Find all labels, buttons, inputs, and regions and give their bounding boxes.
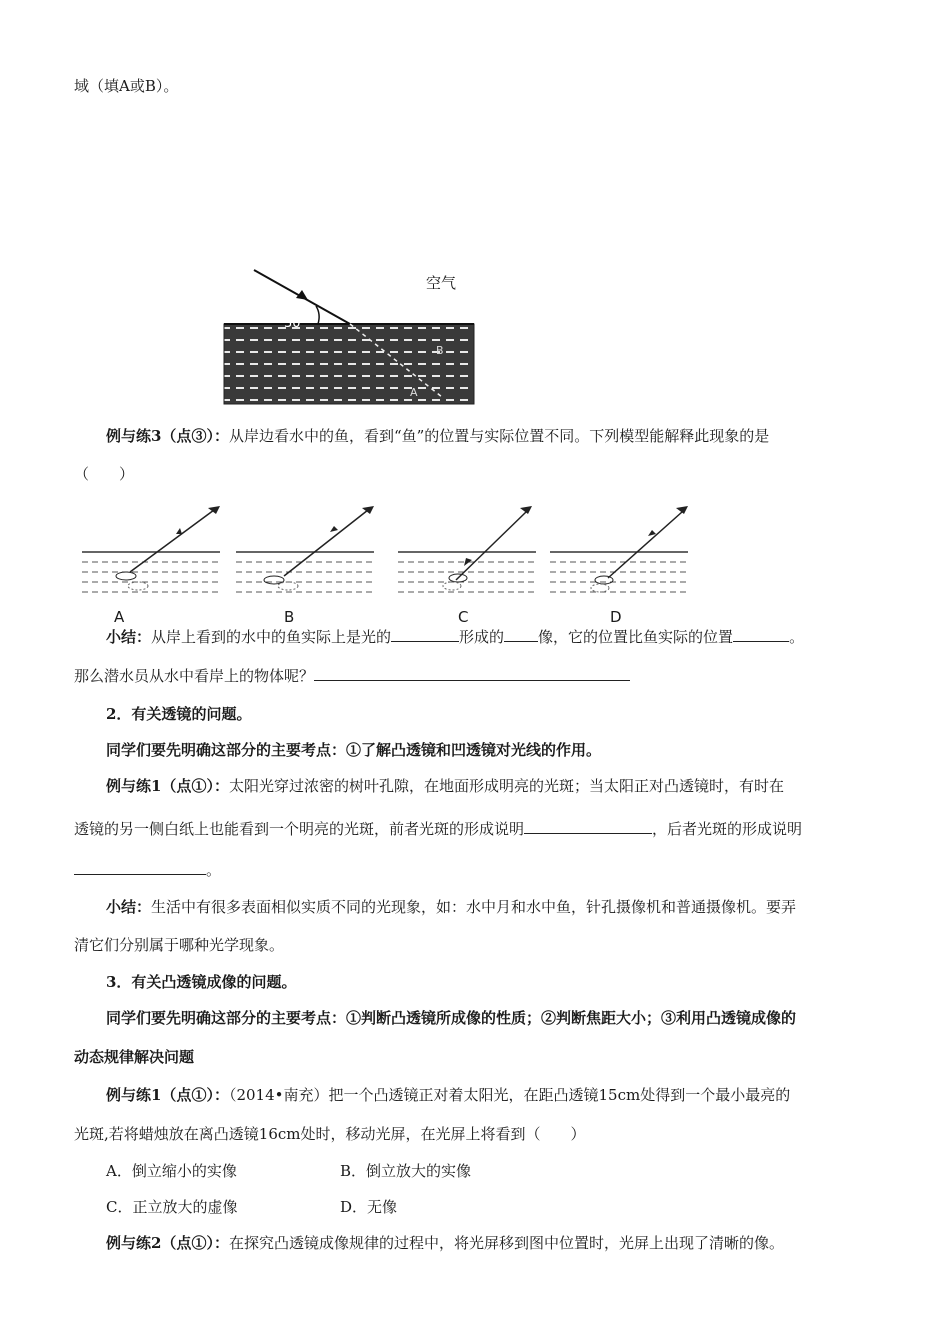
- air-label: 空气: [426, 274, 457, 292]
- example-3: [106, 426, 769, 446]
- label-a: A: [410, 386, 418, 399]
- example-head: 例与练2（点①）：: [106, 1234, 229, 1252]
- refraction-figure: [220, 262, 480, 412]
- section-2-summary-line2: 清它们分别属于哪种光学现象。: [74, 936, 285, 954]
- text-line: 域（填A或B）。: [74, 77, 179, 95]
- section-3-points: 同学们要先明确这部分的主要考点：①判断凸透镜所成像的性质；②判断焦距大小；③利用凸透镜成像的: [106, 1009, 797, 1027]
- section-2-example-line2: [74, 817, 802, 839]
- summary-text: 。: [789, 628, 805, 646]
- example-text: 在探究凸透镜成像规律的过程中，将光屏移到图中位置时，光屏上出现了清晰的像。: [228, 1234, 784, 1252]
- section-3-title: 3．有关凸透镜成像的问题。: [106, 973, 297, 991]
- summary-1: [106, 625, 804, 647]
- angle-arc: [316, 306, 319, 324]
- section-2-title: 2．有关透镜的问题。: [106, 705, 252, 723]
- summary-text: 像，它的位置比鱼实际的位置: [538, 628, 734, 646]
- blank-line[interactable]: [733, 625, 789, 642]
- option-label-a: A: [114, 608, 125, 626]
- summary-text: 形成的: [459, 628, 505, 646]
- water-region: [224, 324, 474, 404]
- section-3-example-2: [106, 1233, 784, 1253]
- option-figure-a: [82, 506, 220, 592]
- option-label-d: D: [610, 608, 622, 626]
- section-2-summary: [106, 897, 796, 917]
- blank-line[interactable]: [74, 858, 206, 875]
- option-figure-b: [236, 506, 374, 592]
- option-figure-c: [398, 506, 536, 592]
- summary-1-line2: [74, 664, 630, 686]
- answer-paren: （ ）: [74, 465, 135, 483]
- summary-text: 那么潜水员从水中看岸上的物体呢？: [74, 667, 315, 685]
- summary-text: 生活中有很多表面相似实质不同的光现象，如：水中月和水中鱼，针孔摄像机和普通摄像机。要弄: [151, 898, 797, 916]
- blank-line[interactable]: [504, 625, 538, 642]
- example-text: 太阳光穿过浓密的树叶孔隙，在地面形成明亮的光斑；当太阳正对凸透镜时，有时在: [228, 777, 784, 795]
- option-b[interactable]: B．倒立放大的实像: [340, 1162, 472, 1180]
- option-label-c: C: [458, 608, 469, 626]
- example-text: 从岸边看水中的鱼，看到“鱼”的位置与实际位置不同。下列模型能解释此现象的是: [228, 427, 770, 445]
- example-head: 例与练1（点①）：: [106, 777, 229, 795]
- summary-text: 从岸上看到的水中的鱼实际上是光的: [151, 628, 392, 646]
- example-text: 透镜的另一侧白纸上也能看到一个明亮的光斑，前者光斑的形成说明: [74, 820, 525, 838]
- example-head: 例与练3（点③）：: [106, 427, 229, 445]
- section-2-example: [106, 776, 784, 796]
- example-text: ，后者光斑的形成说明: [652, 820, 803, 838]
- summary-head: 小结：: [106, 898, 152, 916]
- summary-head: 小结：: [106, 628, 152, 646]
- blank-line[interactable]: [391, 625, 459, 642]
- blank-line[interactable]: [524, 817, 652, 834]
- section-3-points-line2: 动态规律解决问题: [74, 1048, 195, 1066]
- option-d[interactable]: D．无像: [340, 1198, 398, 1216]
- option-figures: [80, 500, 700, 630]
- example-text: （2014•南充）把一个凸透镜正对着太阳光，在距凸透镜15cm处得到一个最小最亮的: [228, 1086, 791, 1104]
- section-3-example-1-line2: 光斑,若将蜡烛放在离凸透镜16cm处时，移动光屏，在光屏上将看到（ ）: [74, 1125, 586, 1143]
- option-figure-d: [550, 506, 688, 592]
- section-3-example-1: [106, 1085, 790, 1105]
- section-2-example-line3: [74, 858, 221, 880]
- example-text: 。: [206, 861, 222, 879]
- angle-label: 30°: [284, 316, 308, 331]
- example-head: 例与练1（点①）：: [106, 1086, 229, 1104]
- section-2-points: 同学们要先明确这部分的主要考点：①了解凸透镜和凹透镜对光线的作用。: [106, 741, 602, 759]
- option-label-b: B: [284, 608, 295, 626]
- blank-line[interactable]: [314, 664, 630, 681]
- option-a[interactable]: A．倒立缩小的实像: [106, 1162, 237, 1180]
- option-c[interactable]: C．正立放大的虚像: [106, 1198, 238, 1216]
- fish-diagrams: [80, 500, 700, 630]
- label-b: B: [436, 344, 444, 357]
